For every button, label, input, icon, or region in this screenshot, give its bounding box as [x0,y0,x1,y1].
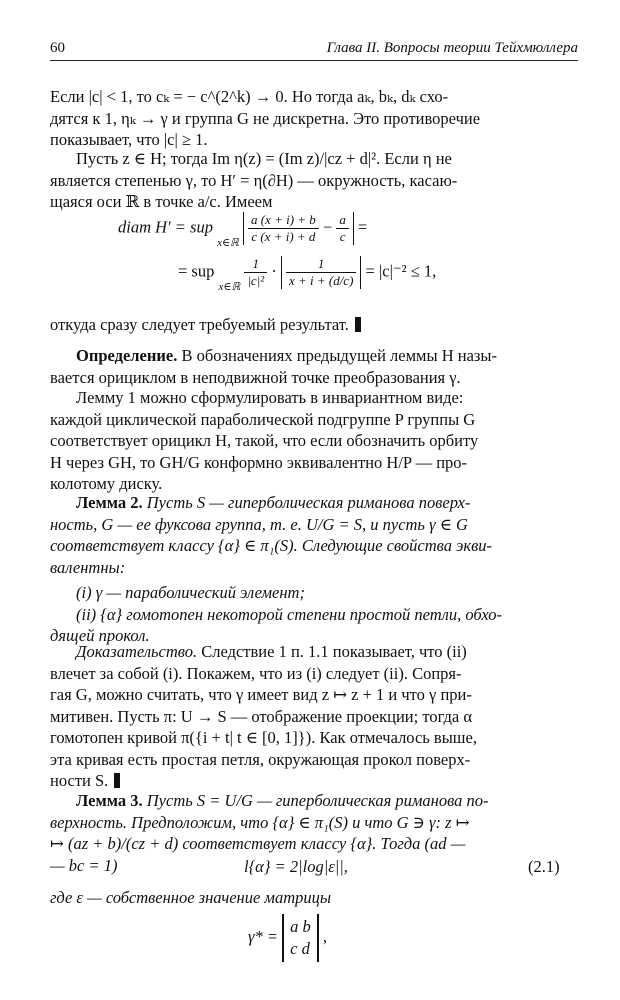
denominator: x + i + (d/c) [288,273,354,288]
text-line: Если |c| < 1, то cₖ = − c^(2^k) → 0. Но тогда aₖ, bₖ, dₖ схо- [50,87,449,106]
matrix-lhs: γ* = [248,926,279,946]
text-line: — bc = 1) [50,855,118,875]
list-item: (ii) {α} гомотопен некоторой степени простой петли, обхо- [76,604,502,624]
text-line: является степенью γ, то H′ = η(∂H) — окружность, касаю- [50,170,458,190]
text-line: гая G, можно считать, что γ имеет вид z ↦ z + 1 и что γ при- [50,685,472,704]
formula-diam [118,212,367,250]
equation-2-1: l{α} = 2|log|ε||, [244,857,348,876]
text-line: каждой циклической параболической подгруппе P группы G [50,409,476,429]
text-line: эта кривая есть простая петля, окружающая прокол поверх- [50,749,471,769]
lemma-2-text: Пусть S — гиперболическая риманова поверх- [142,493,471,512]
text-line: вается орициклом в неподвижной точке преобразования γ. [50,367,461,387]
proof-block [50,641,578,792]
text-line: соответствует классу {α} ∈ π₁(S). Следующие свойства экви- [50,536,492,555]
page-header [50,36,578,61]
text-line: Пусть z ∈ H; тогда Im η(z) = (Im z)/|cz + d|². Если η не [76,149,452,168]
definition-block [50,345,578,388]
lemma-2-label: Лемма 2. [76,493,143,512]
numerator: 1 [286,256,356,273]
lemma-2 [50,492,578,647]
matrix-row: c d [290,939,310,958]
formula-rhs: = |c|⁻² ≤ 1, [365,261,437,281]
text-line: влечет за собой (i). Покажем, что из (i) следует (ii). Сопря- [50,663,462,683]
proof-last-line: ности S. [50,771,109,790]
text-line: ность, G — ее фуксова группа, т. е. U/G = S, и пусть γ ∈ G [50,514,468,534]
text-line: колотому диску. [50,474,163,493]
formula-lhs: diam H′ = sup [118,217,213,237]
matrix-row: a b [290,917,311,936]
text-line [50,641,578,663]
text-line: дящей прокол. [50,626,150,645]
text-line: соответствует орицикл H, такой, что если обозначить орбиту [50,431,479,450]
text-line: гомотопен кривой π({i + t| t ∈ [0, 1]}). Как отмечалось выше, [50,728,477,747]
matrix-formula [248,914,327,962]
sup-subscript: x∈ℝ [218,281,241,294]
denominator: c (x + i) + d [251,229,316,244]
text-line: H через GH, то GH/G конформно эквивалентно H/P — про- [50,452,468,472]
text-line: показывает, что |c| ≥ 1. [50,130,208,149]
text-line: Лемму 1 можно сформулировать в инвариантном виде: [76,388,464,407]
text-line: дятся к 1, ηₖ → γ и группа G не дискретна. Это противоречие [50,108,481,128]
numerator: a (x + i) + b [248,212,319,229]
text-line: митивен. Пусть π: U → S — отображение проекции; тогда α [50,706,472,726]
end-of-proof-icon [355,317,361,332]
text-line [50,770,578,792]
text-line: щаяся оси ℝ в точке a/c. Имеем [50,192,273,211]
sup-subscript-wrap [218,280,240,294]
fraction [248,212,319,245]
text-line [50,345,578,367]
equals-sign: = [358,217,368,237]
text-line: валентны: [50,557,126,577]
paragraph-5: где ε — собственное значение матрицы [50,888,332,907]
text-line: ↦ (az + b)/(cz + d) соответствует классу {α}. Тогда (ad — [50,834,466,853]
formula-lhs: = sup [178,261,215,281]
lemma-3-label: Лемма 3. [76,791,143,810]
paragraph-4 [50,387,578,495]
running-title: Глава II. Вопросы теории Тейхмюллера [326,40,578,56]
denominator: |c|² [247,273,265,288]
end-of-proof-icon [114,773,120,788]
page-number: 60 [50,40,65,56]
paragraph-2 [50,148,578,213]
minus-sign: − [322,217,333,237]
fraction [244,256,267,289]
definition-text: В обозначениях предыдущей леммы H назы- [177,346,497,365]
absolute-value [281,256,361,289]
fraction [336,212,349,245]
formula-estimate [178,256,436,294]
denominator: c [339,229,346,244]
matrix-tail: , [322,926,328,946]
definition-label: Определение. [76,346,178,365]
text-line: откуда сразу следует требуемый результат. [50,315,349,334]
proof-label: Доказательство. [76,642,198,661]
list-item: (i) γ — параболический элемент; [76,583,305,602]
fraction [286,256,356,289]
absolute-value [243,212,354,245]
multiplication-dot: · [271,261,277,281]
text-line [50,790,578,812]
text-line: верхность. Предположим, что {α} ∈ π₁(S) и что G ∋ γ: z ↦ [50,812,470,832]
sup-subscript: x∈ℝ [217,237,239,250]
matrix [282,914,319,962]
sup-subscript-wrap [217,236,239,250]
text-line [50,492,578,514]
paragraph-1 [50,86,578,151]
lemma-3-text: Пусть S = U/G — гиперболическая риманова по- [142,791,489,810]
numerator: 1 [244,256,267,273]
proof-text: Следствие 1 п. 1.1 показывает, что (ii) [197,642,467,661]
numerator: a [336,212,349,229]
paragraph-3 [50,314,578,336]
equation-number: (2.1) [528,857,560,876]
